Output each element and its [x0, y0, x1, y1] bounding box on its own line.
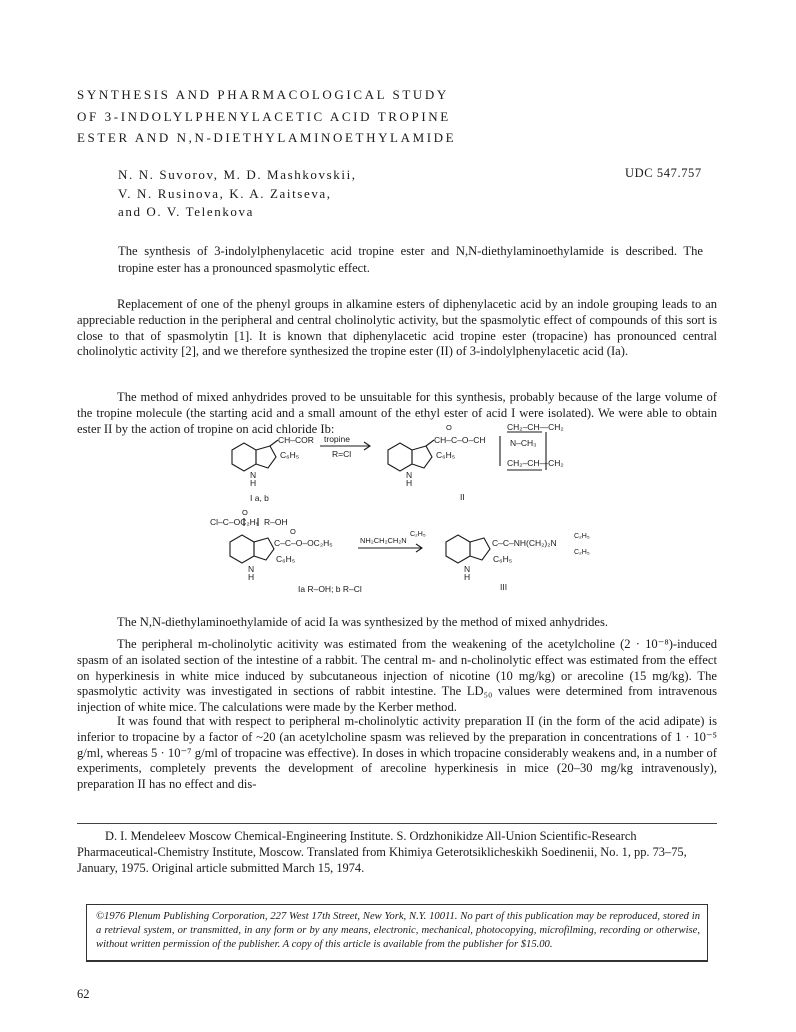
scheme-h-4: H: [464, 572, 471, 582]
author-line-2: V. N. Rusinova, K. A. Zaitseva,: [118, 185, 332, 201]
scheme-amine-c2h5: C₂H₅: [410, 531, 426, 538]
scheme-amide-c2h5-a: C₂H₅: [574, 533, 590, 540]
scheme-c6h5-4: C₆H₅: [493, 554, 513, 564]
author-line-1: N. N. Suvorov, M. D. Mashkovskii,: [118, 167, 357, 182]
indole-ring-3: [230, 535, 274, 563]
scheme-ch2-top: CH₂–CH—CH₂: [507, 422, 564, 432]
scheme-tropane-linkage: CH–C–O–CH: [434, 435, 486, 445]
scheme-nh-4: N: [464, 564, 471, 574]
body-paragraph-5: It was found that with respect to peripheral m-cholinolytic activity preparation II (in the form of the acid adipate) is inferior to tropacine by a factor of ~20 (an acetylcholine spasm was relieved by the preparation in concentrations of 1 · 10⁻⁵ g/ml, whereas 5 · 10⁻⁷ g/ml of tropacine was effective). In doses in which tropacine considerably weakens and, in a number of experiments, completely prevents the development of arecoline hyperkinesis in mice (20–30 mg/kg intravenously), preparation II has no effect and dis-: [77, 714, 717, 792]
scheme-reagent-tropine: tropine: [324, 434, 350, 444]
scheme-carbonyl-o-1: O: [446, 423, 452, 432]
scheme-carbonyl-o-3: O: [290, 527, 296, 536]
scheme-c6h5-2: C₆H₅: [436, 450, 456, 460]
indole-ring-4: [446, 535, 490, 563]
scheme-r-oh: R–OH: [264, 517, 288, 527]
reaction-scheme: [210, 422, 730, 607]
udc-code: UDC 547.757: [625, 166, 702, 180]
scheme-label-ia-b: I a, b: [250, 493, 269, 503]
scheme-h-1: H: [250, 478, 257, 488]
body-paragraph-2: The method of mixed anhydrides proved to be unsuitable for this synthesis, probably because of the large volume of the tropine molecule (the starting acid and a small amount of the ethyl ester of acid I were isolated). We were able to obtain ester II by the action of tropine on acid chloride Ib:: [77, 390, 717, 436]
scheme-reagent-amine: NH₂CH₂CH₂N: [360, 536, 407, 545]
title-line-1: SYNTHESIS AND PHARMACOLOGICAL STUDY: [77, 87, 449, 102]
abstract: The synthesis of 3-indolylphenylacetic acid tropine ester and N,N-diethylaminoethylamide is described. The tropine ester has a pronounced spasmolytic effect.: [118, 244, 703, 275]
scheme-condition-rcl: R=Cl: [332, 449, 352, 459]
scheme-nh-2: N: [406, 470, 413, 480]
copyright-notice: ©1976 Plenum Publishing Corporation, 227 West 17th Street, New York, N.Y. 10011. No part of this publication may be reproduced, stored in a retrieval system, or transmitted, in any form or by any means, electronic, mechanical, photocopying, microfilming, recording or otherwise, without written permission of the publisher. A copy of this article is available from the publisher for $15.00.: [96, 911, 700, 951]
scheme-chloroformate: Cl–C–OC₂H₅: [210, 517, 260, 527]
scheme-label-bottom: Ia R–OH; b R–Cl: [298, 584, 362, 594]
scheme-nh-3: N: [248, 564, 255, 574]
body-paragraph-3: The N,N-diethylaminoethylamide of acid Ia was synthesized by the method of mixed anhydrides.: [117, 615, 609, 629]
scheme-n-methyl: N–CH₃: [510, 438, 537, 448]
scheme-h-2: H: [406, 478, 413, 488]
affiliation-footnote: D. I. Mendeleev Moscow Chemical-Engineering Institute. S. Ordzhonikidze All-Union Scientific-Research Pharmaceutical-Chemistry Institute, Moscow. Translated from Khimiya Geterotsiklicheskikh Soedinenii, No. 1, pp. 73–75, January, 1975. Original article submitted March 15, 1974.: [77, 829, 687, 875]
scheme-label-ii: II: [460, 492, 465, 502]
body-paragraph-1: Replacement of one of the phenyl groups in alkamine esters of diphenylacetic acid by an indole grouping leads to an appreciable reduction in the peripheral and central cholinolytic activity, but the spasmolytic effect of compounds of this sort is close to that of spasmolytin [1]. It is known that diphenylacetic acid tropine ester (tropacine) has pronounced central cholinolytic activity [2], and we therefore synthesized the tropine ester (II) of 3-indolylphenylacetic acid (Ia).: [77, 297, 717, 359]
scheme-amide: C–C–NH(CH₂)₂N: [492, 538, 557, 548]
scheme-ch2-bottom: CH₂–CH—CH₂: [507, 458, 564, 468]
scheme-amide-c2h5-b: C₂H₅: [574, 549, 590, 556]
body-paragraph-4: The peripheral m-cholinolytic acitivity was estimated from the weakening of the acetylcholine (2 · 10⁻⁸)-induced spasm of an isolated section of the intestine of a rabbit. The central m- and n-cholinolytic effect was estimated from the effect on hyperkinesis in white mice induced by subcutaneous injection of nicotine (10 mg/kg) or arecoline (15 mg/kg). The spasmolytic activity was investigated in sections of rabbit intestine. The LD₅₀ values were determined from intravenous injection of white mice. The calculations were made by the Kerber method.: [77, 637, 717, 715]
author-line-3: and O. V. Telenkova: [118, 204, 255, 219]
author-list: [118, 166, 538, 222]
scheme-mixed-anhydride: C–C–O–OC₂H₅: [274, 538, 333, 548]
scheme-h-3: H: [248, 572, 255, 582]
title-line-3: ESTER AND N,N-DIETHYLAMINOETHYLAMIDE: [77, 130, 457, 145]
indole-ring-2: [388, 440, 434, 471]
scheme-carbonyl-o-2: O: [242, 508, 248, 517]
page-number: 62: [77, 987, 90, 1001]
scheme-group-ch-cor: CH–COR: [278, 435, 314, 445]
footnote-divider: [77, 823, 717, 824]
title-line-2: OF 3-INDOLYLPHENYLACETIC ACID TROPINE: [77, 108, 451, 124]
scheme-label-iii: III: [500, 582, 508, 592]
scheme-nh-1: N: [250, 470, 257, 480]
paper-title: [77, 84, 577, 149]
scheme-c6h5-3: C₆H₅: [276, 554, 296, 564]
scheme-c6h5-1: C₆H₅: [280, 450, 300, 460]
indole-ring-1: [232, 440, 278, 471]
